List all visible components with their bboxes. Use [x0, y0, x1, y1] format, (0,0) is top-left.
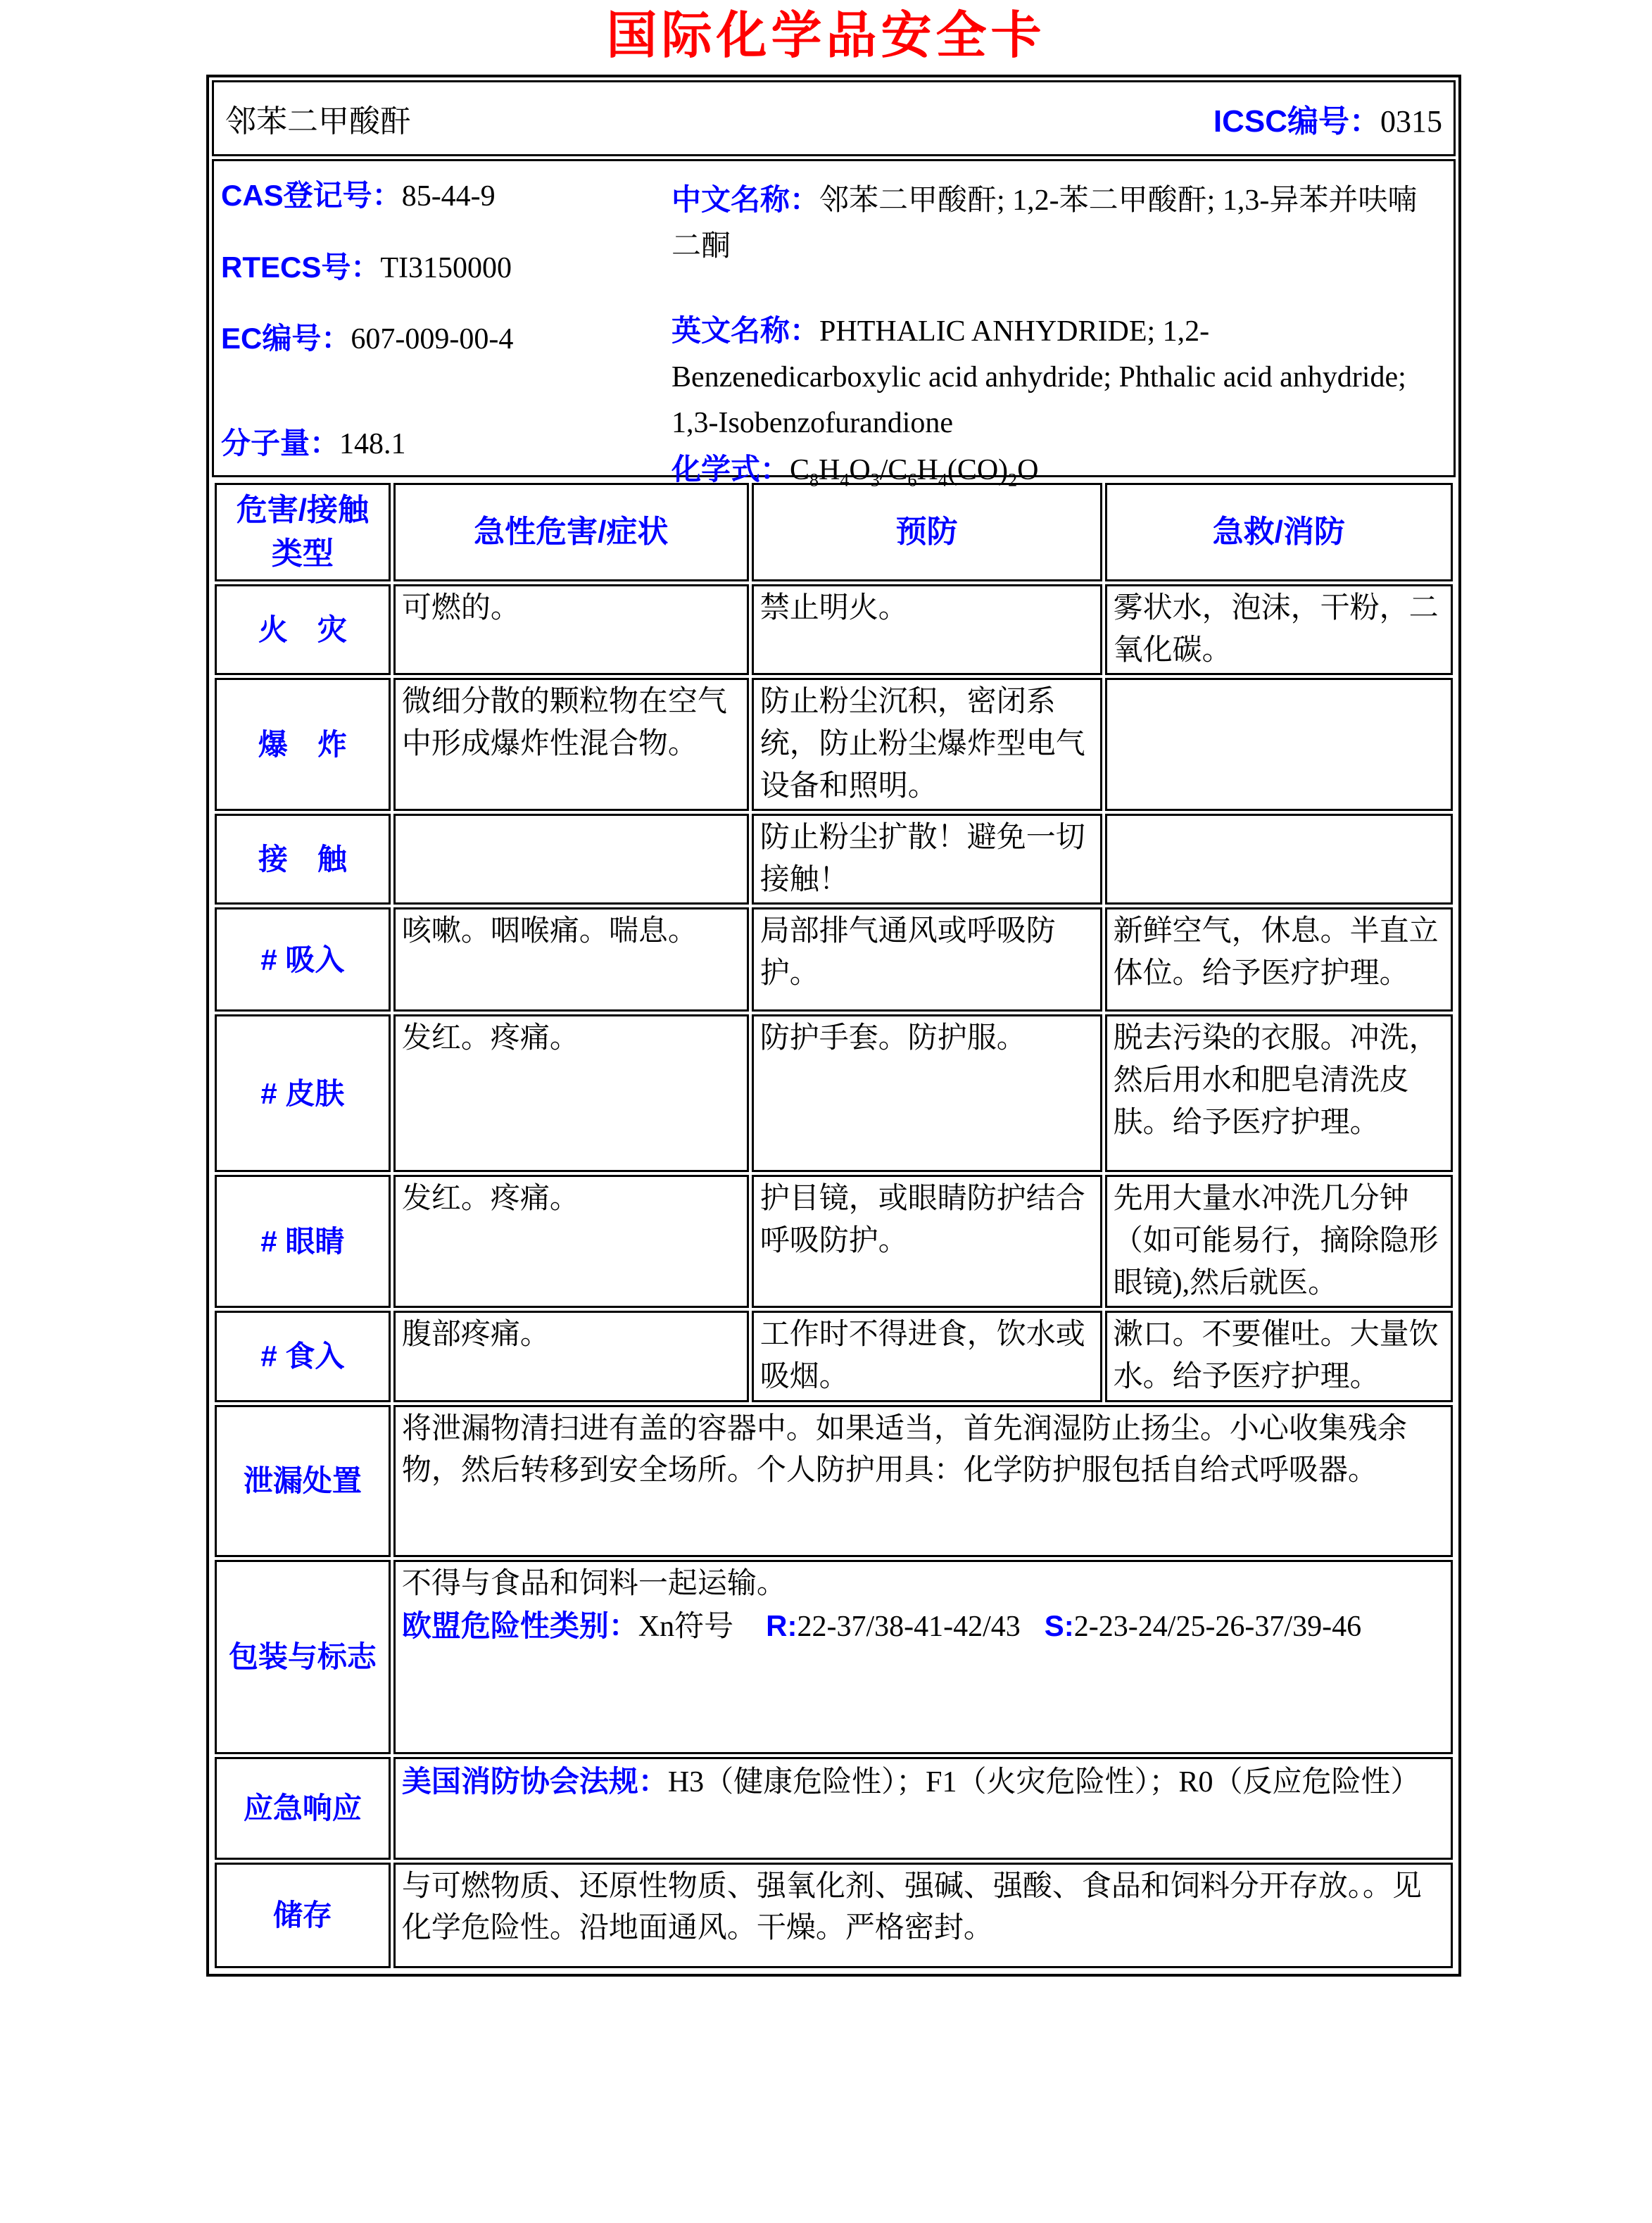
table-row-spillage — [215, 1405, 1453, 1557]
explosion-prevention: 防止粉尘沉积，密闭系统，防止粉尘爆炸型电气设备和照明。 — [752, 678, 1102, 811]
explosion-first-aid — [1105, 678, 1453, 811]
explosion-symptoms: 微细分散的颗粒物在空气中形成爆炸性混合物。 — [393, 678, 749, 811]
ec-label: EC编号： — [221, 322, 351, 355]
table-row-ingestion — [215, 1311, 1453, 1402]
inhalation-symptoms: 咳嗽。咽喉痛。喘息。 — [393, 907, 749, 1012]
ingestion-first-aid: 漱口。不要催吐。大量饮水。给予医疗护理。 — [1105, 1311, 1453, 1402]
row-label-eyes: # 眼睛 — [215, 1175, 391, 1308]
card-title-bar — [212, 80, 1456, 156]
packaging-eu-classification — [402, 1605, 1444, 1649]
en-name-label: 英文名称： — [671, 314, 820, 348]
packaging-transport-text: 不得与食品和饲料一起运输。 — [401, 1567, 786, 1600]
ingestion-symptoms: 腹部疼痛。 — [393, 1311, 749, 1402]
registry-numbers — [221, 177, 671, 465]
substance-name: 邻苯二甲酸酐 — [225, 104, 411, 139]
en-name-para — [671, 308, 1445, 446]
hazard-table-header-row — [215, 483, 1453, 581]
contact-prevention: 防止粉尘扩散！避免一切接触！ — [752, 814, 1102, 905]
nfpa-label: 美国消防协会法规： — [401, 1764, 668, 1798]
contact-first-aid — [1105, 814, 1453, 905]
mw-label: 分子量： — [221, 427, 340, 460]
icsc-label: ICSC编号： — [1213, 104, 1380, 139]
ec-value: 607-009-00-4 — [351, 323, 514, 356]
cas-label: CAS登记号： — [221, 179, 402, 212]
cas-line — [221, 177, 671, 216]
col-header-first-aid: 急救/消防 — [1105, 483, 1453, 581]
row-label-skin: # 皮肤 — [215, 1014, 391, 1172]
eyes-prevention: 护目镜，或眼睛防护结合呼吸防护。 — [752, 1175, 1102, 1308]
table-row-packaging — [215, 1560, 1453, 1754]
fire-prevention: 禁止明火。 — [752, 584, 1102, 675]
row-label-emergency-response: 应急响应 — [215, 1757, 391, 1860]
table-row-emergency-response — [215, 1757, 1453, 1860]
mw-value: 148.1 — [339, 428, 406, 461]
s-label: S: — [1044, 1609, 1074, 1643]
rtecs-label: RTECS号： — [221, 250, 381, 284]
row-label-fire: 火 灾 — [215, 584, 391, 675]
eu-symbol: Xn符号 — [638, 1611, 734, 1644]
row-label-contact: 接 触 — [215, 814, 391, 905]
table-row-storage — [215, 1863, 1453, 1968]
inhalation-prevention: 局部排气通风或呼吸防护。 — [752, 907, 1102, 1012]
r-label: R: — [766, 1609, 797, 1643]
row-label-storage: 储存 — [215, 1863, 391, 1968]
eyes-first-aid: 先用大量水冲洗几分钟（如可能易行，摘除隐形眼镜),然后就医。 — [1105, 1175, 1453, 1308]
cn-name-value: 邻苯二甲酸酐; 1,2-苯二甲酸酐; 1,3-异苯并呋喃二酮 — [671, 184, 1418, 263]
row-label-packaging: 包装与标志 — [215, 1560, 391, 1754]
molecular-weight-line — [221, 424, 671, 464]
r-codes: 22-37/38-41-42/43 — [797, 1611, 1021, 1644]
col-header-hazard-type: 危害/接触类型 — [215, 483, 391, 581]
row-label-explosion: 爆 炸 — [215, 678, 391, 811]
icsc-number-group — [1213, 96, 1442, 141]
rtecs-line — [221, 248, 671, 288]
table-row-inhalation — [215, 907, 1453, 1012]
page-title: 国际化学品安全卡 — [606, 8, 1046, 64]
fire-symptoms: 可燃的。 — [393, 584, 749, 675]
skin-prevention: 防护手套。防护服。 — [752, 1014, 1102, 1172]
row-label-inhalation: # 吸入 — [215, 907, 391, 1012]
formula-label: 化学式： — [671, 453, 790, 486]
table-row-contact — [215, 814, 1453, 905]
eyes-symptoms: 发红。疼痛。 — [393, 1175, 749, 1308]
chemical-names — [671, 177, 1445, 491]
table-row-eyes — [215, 1175, 1453, 1308]
col-header-prevention: 预防 — [752, 483, 1102, 581]
safety-card — [206, 75, 1461, 1977]
packaging-cell — [393, 1560, 1453, 1754]
s-codes: 2-23-24/25-26-37/39-46 — [1073, 1611, 1362, 1644]
row-label-ingestion: # 食入 — [215, 1311, 391, 1402]
table-row-explosion — [215, 678, 1453, 811]
table-row-skin — [215, 1014, 1453, 1172]
en-name-value: PHTHALIC ANHYDRIDE; 1,2-Benzenedicarboxylic acid anhydride; Phthalic acid anhydride; 1,3-Isobenzofurandione — [671, 315, 1406, 440]
contact-symptoms — [393, 814, 749, 905]
eu-class-label: 欧盟危险性类别： — [401, 1609, 638, 1643]
identification-section — [212, 159, 1456, 491]
table-row-fire — [215, 584, 1453, 675]
ec-line — [221, 320, 671, 359]
chemical-formula: $C_8H_4O_3/C_6H_4(CO)_2O$ — [790, 454, 1039, 491]
formula-line — [671, 446, 1445, 493]
fire-first-aid: 雾状水，泡沫，干粉，二氧化碳。 — [1105, 584, 1453, 675]
spillage-text: 将泄漏物清扫进有盖的容器中。如果适当，首先润湿防止扬尘。小心收集残余物，然后转移到安全场所。个人防护用具：化学防护服包括自给式呼吸器。 — [393, 1405, 1453, 1557]
cn-name-para — [671, 177, 1445, 270]
cn-name-label: 中文名称： — [671, 183, 820, 216]
nfpa-text: H3（健康危险性）；F1（火灾危险性）；R0（反应危险性） — [667, 1765, 1420, 1799]
rtecs-value: TI3150000 — [380, 251, 512, 284]
ingestion-prevention: 工作时不得进食，饮水或吸烟。 — [752, 1311, 1102, 1402]
inhalation-first-aid: 新鲜空气，休息。半直立体位。给予医疗护理。 — [1105, 907, 1453, 1012]
skin-first-aid: 脱去污染的衣服。冲洗，然后用水和肥皂清洗皮肤。给予医疗护理。 — [1105, 1014, 1453, 1172]
hazard-table — [212, 480, 1456, 1971]
emergency-response-cell — [393, 1757, 1453, 1860]
icsc-number: 0315 — [1380, 104, 1442, 139]
col-header-symptoms: 急性危害/症状 — [393, 483, 749, 581]
row-label-spillage: 泄漏处置 — [215, 1405, 391, 1557]
cas-value: 85-44-9 — [401, 180, 496, 213]
skin-symptoms: 发红。疼痛。 — [393, 1014, 749, 1172]
storage-text: 与可燃物质、还原性物质、强氧化剂、强碱、强酸、食品和饲料分开存放。。见化学危险性。沿地面通风。干燥。严格密封。 — [393, 1863, 1453, 1968]
